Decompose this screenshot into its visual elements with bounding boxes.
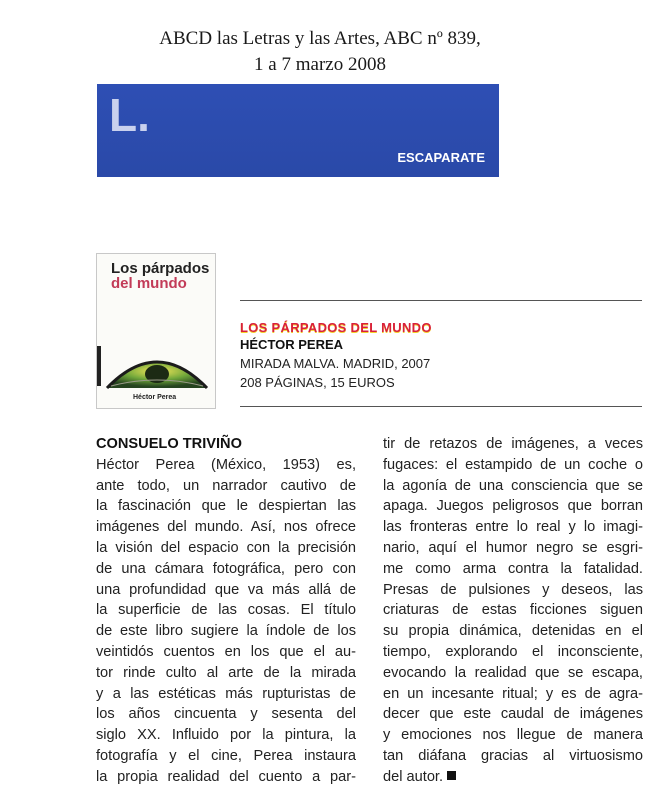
right-line: las fronteras entre lo real y lo imagi- bbox=[383, 519, 643, 536]
right-line: tiempo, explorando el inconsciente, bbox=[383, 643, 643, 660]
left-line: imágenes del mundo. Así, nos ofrece bbox=[96, 519, 356, 536]
right-line: en un incesante ritual; y es de agra- bbox=[383, 685, 643, 702]
article-column-left bbox=[96, 434, 356, 788]
right-line: su propia dinámica, detenidas en el bbox=[383, 623, 643, 640]
book-publisher: MIRADA MALVA. MADRID, 2007 bbox=[240, 356, 431, 371]
caption-line-2: 1 a 7 marzo 2008 bbox=[254, 54, 386, 75]
right-line-final bbox=[383, 767, 643, 788]
section-banner bbox=[97, 84, 499, 177]
section-label: ESCAPARATE bbox=[397, 150, 485, 165]
left-line: fotografía y el cine, Perea instaura bbox=[96, 747, 356, 764]
left-line: la superficie de las cosas. El título bbox=[96, 602, 356, 619]
left-line: la propia realidad del cuento a par- bbox=[96, 768, 356, 785]
left-line: veintidós cuentos en los que el au- bbox=[96, 643, 356, 660]
left-line: tor rinde culto al arte de la mirada bbox=[96, 664, 356, 681]
left-line: la visión del espacio con la precisión bbox=[96, 539, 356, 556]
book-author: HÉCTOR PEREA bbox=[240, 337, 344, 352]
right-line: criaturas de estas ficciones siguen bbox=[383, 602, 643, 619]
right-line: nario, aquí el humor negro se esgri- bbox=[383, 539, 643, 556]
left-line: de una cámara fotográfica, pero con bbox=[96, 560, 356, 577]
left-line: y a las estéticas más rupturistas de bbox=[96, 685, 356, 702]
left-line: ante todo, un narrador cautivo de bbox=[96, 477, 356, 494]
source-caption bbox=[0, 26, 640, 78]
cover-title-line-2: del mundo bbox=[111, 275, 187, 292]
left-line: los años cincuenta y sesenta del bbox=[96, 706, 356, 723]
book-title: LOS PÁRPADOS DEL MUNDO bbox=[240, 320, 432, 335]
book-pages-price: 208 PÁGINAS, 15 EUROS bbox=[240, 375, 395, 390]
right-line: la agonía de una consciencia que se bbox=[383, 477, 643, 494]
section-logo: L. bbox=[109, 89, 150, 141]
caption-line-1: ABCD las Letras y las Artes, ABC nº 839, bbox=[159, 28, 481, 49]
cover-title-line-1: Los párpados bbox=[111, 260, 210, 277]
left-line: de este libro sugiere la índole de los bbox=[96, 623, 356, 640]
right-line: y emociones nos llegue de manera bbox=[383, 727, 643, 744]
top-rule bbox=[240, 300, 642, 301]
article-column-right bbox=[383, 434, 643, 788]
book-cover bbox=[96, 253, 216, 409]
cover-title bbox=[111, 261, 211, 291]
right-line: evocando la realidad que se escapa, bbox=[383, 664, 643, 681]
right-line: tir de retazos de imágenes, a veces bbox=[383, 436, 643, 452]
right-line: apaga. Juegos peligrosos que borran bbox=[383, 498, 643, 515]
cover-spine-mark bbox=[97, 346, 101, 386]
cover-author: Héctor Perea bbox=[133, 394, 177, 401]
left-line: la fascinación que le despiertan las bbox=[96, 498, 356, 515]
article-byline: CONSUELO TRIVIÑO bbox=[96, 436, 242, 452]
right-line: me como arma contra la fatalidad. bbox=[383, 560, 643, 577]
right-line: fugaces: el estampido de un coche o bbox=[383, 456, 643, 473]
right-line: Presas de pulsiones y deseos, las bbox=[383, 581, 643, 598]
bottom-rule bbox=[240, 406, 642, 407]
left-line: siglo XX. Influido por la pintura, la bbox=[96, 727, 356, 744]
right-line: tan diáfana gracias al virtuosismo bbox=[383, 747, 643, 764]
book-details bbox=[240, 320, 642, 392]
end-of-article-mark bbox=[447, 771, 456, 780]
eye-icon bbox=[105, 344, 209, 390]
left-line: Héctor Perea (México, 1953) es, bbox=[96, 456, 356, 473]
final-line-text: del autor. bbox=[383, 768, 444, 785]
left-line: una profundidad que va más allá de bbox=[96, 581, 356, 598]
right-line: decer que este caudal de imágenes bbox=[383, 706, 643, 723]
